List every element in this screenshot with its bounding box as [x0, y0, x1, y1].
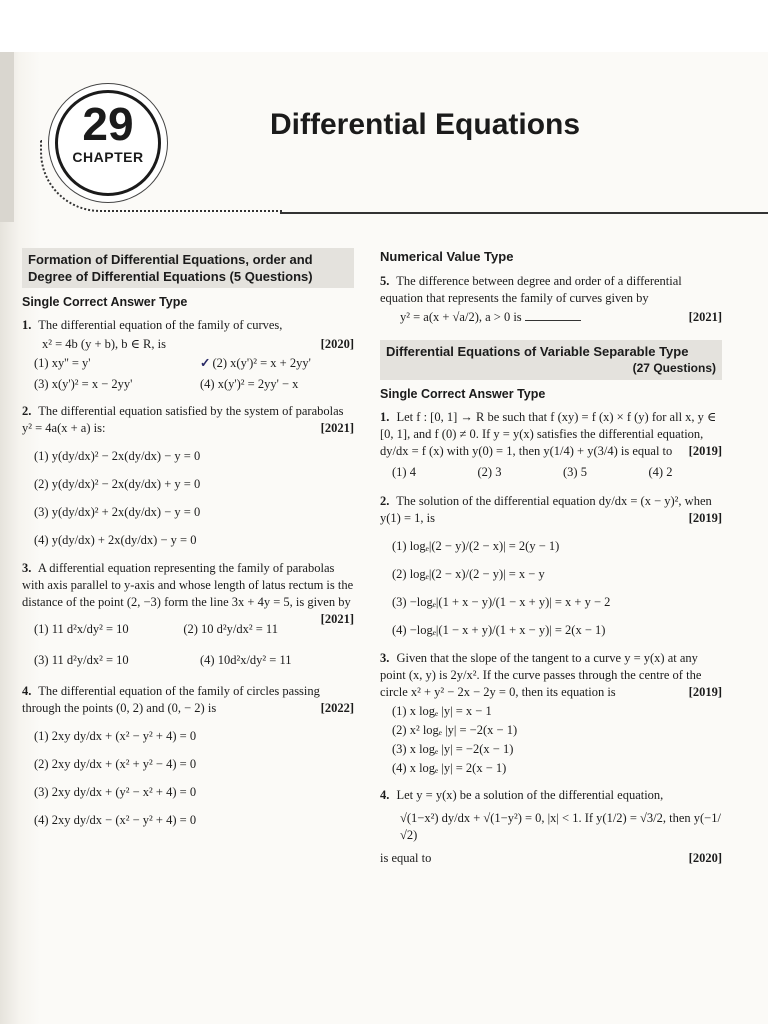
question-text: The solution of the differential equation dy/dx = (x − y)², when y(1) = 1, is [380, 494, 712, 525]
option-1[interactable]: (1) xy'' = y' [34, 356, 91, 370]
options-row [22, 650, 354, 671]
question-equation [22, 336, 354, 353]
option-3[interactable]: (3) x(y')² = x − 2yy' [34, 377, 133, 391]
section-title: Formation of Differential Equations, order and Degree of Differential Equations [28, 252, 313, 284]
option-1[interactable]: (1) 11 d²x/dy² = 10 [34, 622, 129, 636]
question-text: The difference between degree and order of a differential equation that represents the family of curves given by [380, 274, 682, 305]
question-number: 3. [380, 651, 390, 665]
year-tag: [2020] [320, 337, 354, 351]
question-text: The differential equation of the family of circles passing through the points (0, 2) and (0, − 2) is [22, 684, 320, 715]
option-2[interactable] [188, 355, 354, 372]
options-row [22, 619, 321, 640]
option-3[interactable]: (3) −logₑ|(1 + x − y)/(1 − x + y)| = x + y − 2 [392, 595, 611, 609]
top-margin [0, 0, 768, 52]
question-text: The differential equation of the family of curves, [38, 318, 283, 332]
equation-text: x² = 4b (y + b), b ∈ R, is [42, 337, 166, 351]
option-4[interactable]: (4) x logₑ |y| = 2(x − 1) [392, 761, 507, 775]
equation-text: y² = a(x + √a/2), a > 0 is [400, 310, 522, 324]
question-1 [380, 409, 722, 460]
option-1[interactable]: (1) 2xy dy/dx + (x² − y² + 4) = 0 [34, 729, 197, 743]
question-number: 2. [380, 494, 390, 508]
question-4 [380, 787, 722, 804]
left-column [22, 248, 354, 840]
answer-blank[interactable] [525, 320, 581, 321]
year-tag: [2021] [320, 421, 354, 435]
year-tag: [2020] [688, 851, 722, 865]
option-3[interactable]: (3) 5 [563, 465, 587, 479]
option-4[interactable]: (4) −logₑ|(1 − x + y)/(1 + x − y)| = 2(x − 1) [392, 623, 606, 637]
right-column [380, 248, 722, 869]
options-row [22, 374, 354, 395]
question-number: 2. [22, 404, 32, 418]
title-divider [280, 212, 768, 214]
option-1[interactable]: (1) y(dy/dx)² − 2x(dy/dx) − y = 0 [34, 449, 201, 463]
options-row [22, 353, 354, 374]
question-number: 4. [22, 684, 32, 698]
question-equation [380, 309, 722, 326]
option-4[interactable]: (4) 10d²x/dy² = 11 [200, 653, 292, 667]
option-2[interactable]: (2) 10 d²y/dx² = 11 [183, 622, 278, 636]
question-3 [380, 650, 722, 701]
option-3[interactable]: (3) 2xy dy/dx + (y² − x² + 4) = 0 [34, 785, 197, 799]
question-1 [22, 317, 354, 334]
options-row [380, 462, 722, 483]
question-4 [22, 683, 354, 717]
chapter-number: 29 [82, 98, 134, 150]
option-2[interactable]: (2) logₑ|(2 − x)/(2 − y)| = x − y [392, 567, 545, 581]
option-3[interactable]: (3) x logₑ |y| = −2(x − 1) [392, 742, 514, 756]
option-2[interactable]: (2) y(dy/dx)² − 2x(dy/dx) + y = 0 [34, 477, 201, 491]
subsection-heading: Single Correct Answer Type [380, 387, 546, 401]
option-2[interactable]: (2) 2xy dy/dx + (x² + y² − 4) = 0 [34, 757, 197, 771]
tail-text: is equal to [380, 851, 432, 865]
option-4[interactable]: (4) 2xy dy/dx − (x² − y² + 4) = 0 [34, 813, 197, 827]
question-text: Given that the slope of the tangent to a curve y = y(x) at any point (x, y) is 2y/x². If the curve passes through the centre of the circle x² + y² − 2x − 2y = 0, then its equation is [380, 651, 702, 699]
numerical-heading: Numerical Value Type [380, 249, 514, 264]
option-3[interactable]: (3) y(dy/dx)² + 2x(dy/dx) − y = 0 [34, 505, 201, 519]
option-text: (2) x(y')² = x + 2yy' [212, 356, 311, 370]
decorative-dotted-arc [40, 140, 282, 212]
option-4[interactable]: (4) y(dy/dx) + 2x(dy/dx) − y = 0 [34, 533, 197, 547]
question-text: The differential equation satisfied by the system of parabolas y² = 4a(x + a) is: [22, 404, 344, 435]
question-equation: √(1−x²) dy/dx + √(1−y²) = 0, |x| < 1. If y(1/2) = √3/2, then y(−1/√2) [400, 811, 721, 842]
option-4[interactable]: (4) 2 [648, 465, 673, 479]
section-count: (27 Questions) [632, 361, 716, 375]
check-mark-icon: ✓ [200, 356, 211, 370]
chapter-title: Differential Equations [270, 108, 581, 141]
section-heading [380, 340, 722, 380]
option-1[interactable]: (1) 4 [392, 465, 416, 479]
section-count: (5 Questions) [229, 269, 313, 284]
option-2[interactable]: (2) 3 [477, 465, 502, 479]
year-tag: [2019] [688, 511, 722, 525]
question-5 [380, 273, 722, 307]
question-2 [22, 403, 354, 437]
question-text: A differential equation representing the family of parabolas with axis parallel to y-axis and whose length of latus rectum is the distance of the point (2, −3) form the line 3x + 4y = 5, is given by [22, 561, 354, 609]
year-tag: [2022] [320, 701, 354, 715]
question-number: 1. [22, 318, 32, 332]
chapter-label: CHAPTER [72, 149, 144, 165]
subsection-heading: Single Correct Answer Type [22, 295, 188, 309]
option-2[interactable]: (2) x² logₑ |y| = −2(x − 1) [392, 723, 518, 737]
year-tag: [2019] [688, 444, 722, 458]
question-text: Let y = y(x) be a solution of the differential equation, [396, 788, 664, 802]
question-text: Let f : [0, 1] → R be such that f (xy) = f (x) × f (y) for all x, y ∈ [0, 1], and f (0) ≠ 0. If y = y(x) satisfies the differential equation, dy/dx = f (x) with y(0) = 1, then y(1/4) + y(3/4) is equal to [380, 410, 717, 458]
book-binding [0, 52, 14, 222]
option-4[interactable]: (4) x(y')² = 2yy' − x [200, 377, 299, 391]
year-tag: [2019] [688, 685, 722, 699]
question-number: 1. [380, 410, 390, 424]
question-number: 3. [22, 561, 32, 575]
section-heading [22, 248, 354, 288]
question-3 [22, 560, 354, 626]
question-number: 4. [380, 788, 390, 802]
year-tag: [2021] [320, 612, 354, 626]
option-1[interactable]: (1) logₑ|(2 − y)/(2 − x)| = 2(y − 1) [392, 539, 560, 553]
question-number: 5. [380, 274, 390, 288]
question-tail [380, 850, 722, 867]
question-2 [380, 493, 722, 527]
section-title: Differential Equations of Variable Separable Type [386, 344, 689, 359]
year-tag: [2021] [688, 310, 722, 324]
option-1[interactable]: (1) x logₑ |y| = x − 1 [392, 704, 492, 718]
option-3[interactable]: (3) 11 d²y/dx² = 10 [34, 653, 129, 667]
